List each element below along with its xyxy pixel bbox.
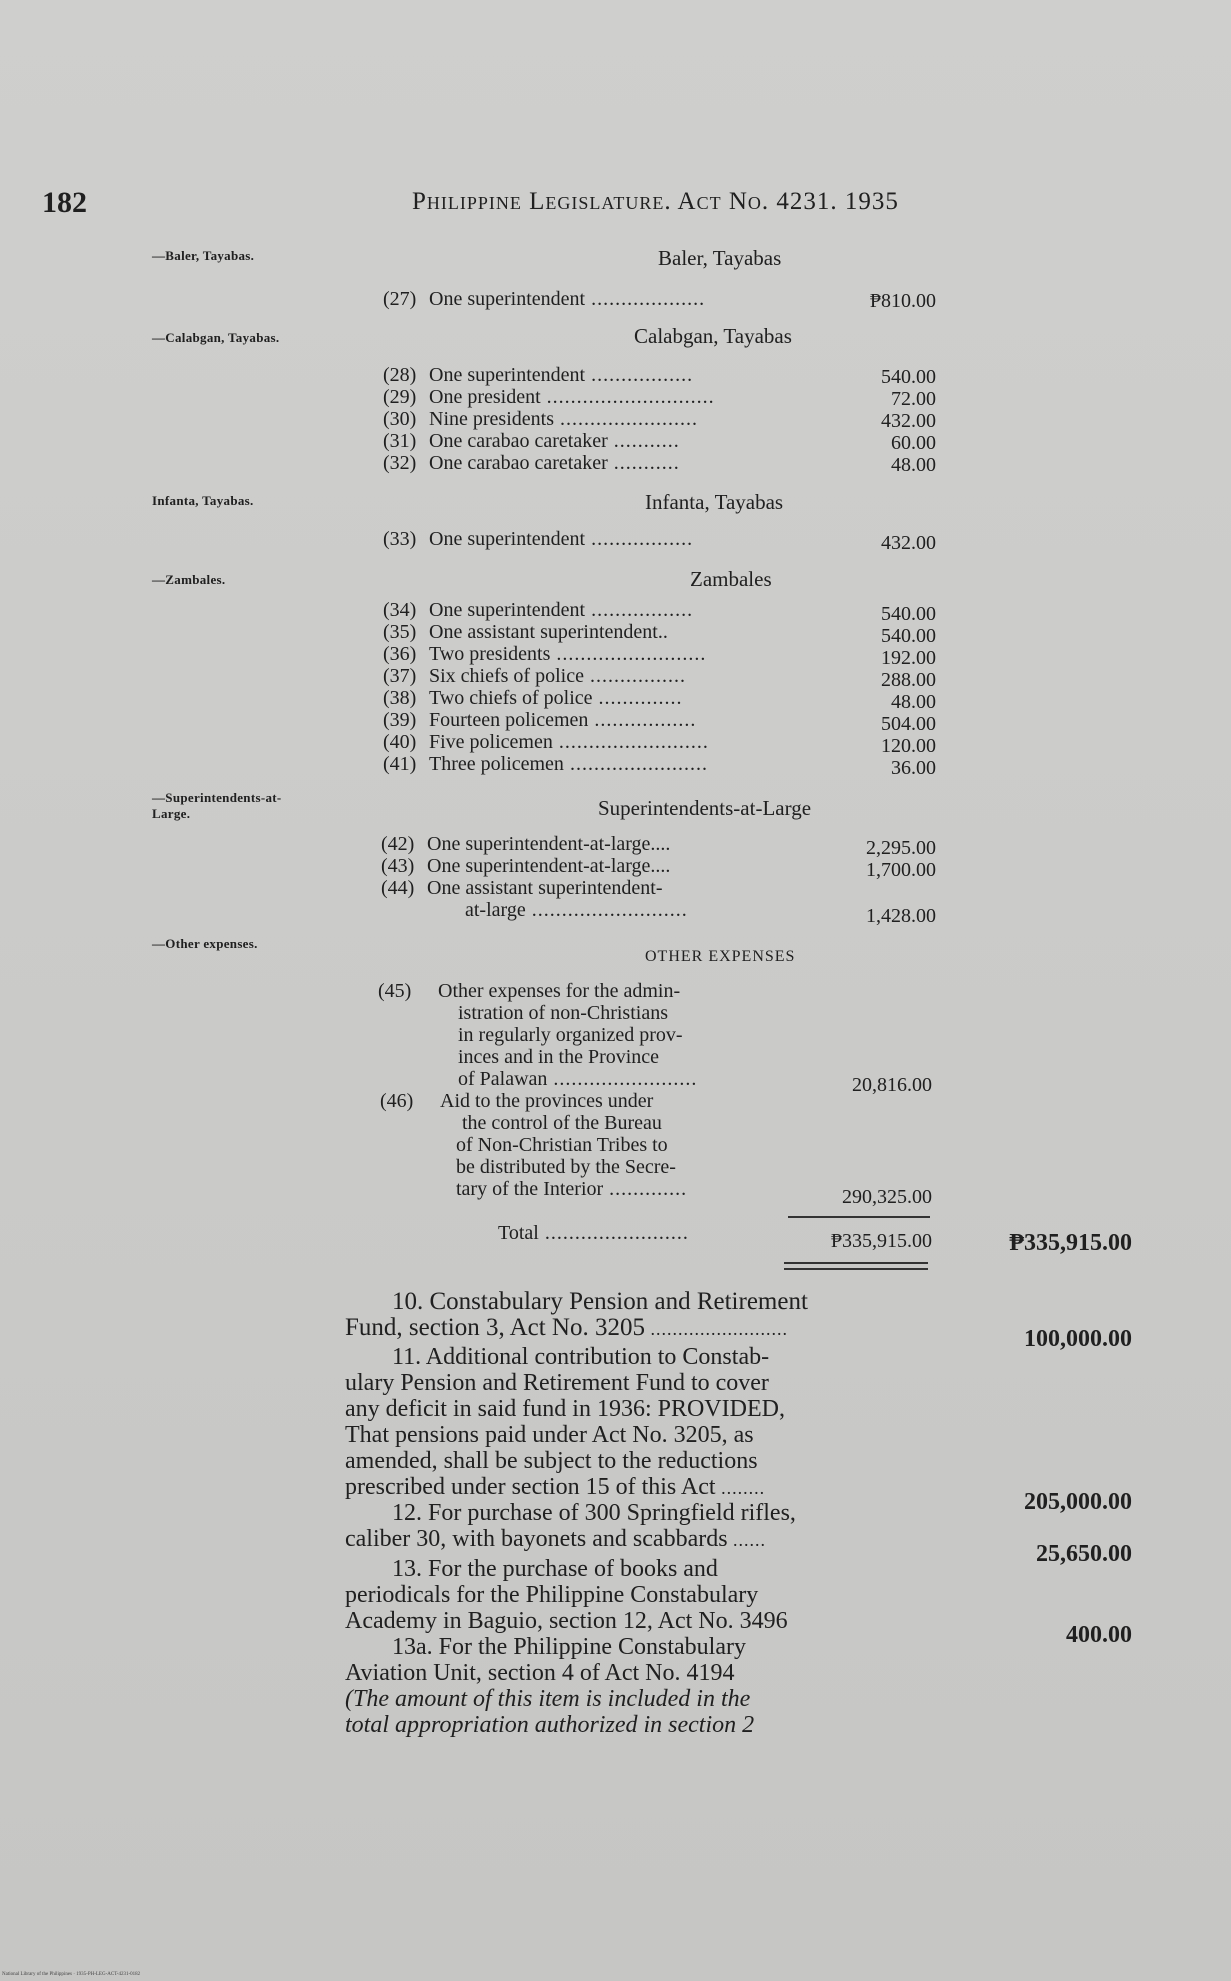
margin-note-zambales: —Zambales. xyxy=(152,572,226,587)
item-amount: 288.00 xyxy=(881,669,936,691)
item-amount: 540.00 xyxy=(881,625,936,647)
item-label: of Palawan xyxy=(458,1068,548,1090)
section-other-expenses: OTHER EXPENSES xyxy=(645,948,796,965)
item-number: (41) xyxy=(383,753,417,775)
para-13-amount: 400.00 xyxy=(1066,1622,1132,1648)
item-label: Fourteen policemen xyxy=(429,709,589,731)
list-item: (28) One superintendent ................. xyxy=(383,364,694,386)
list-item: (37) Six chiefs of police ................ xyxy=(383,665,686,687)
item-number: (34) xyxy=(383,599,417,621)
item-45-line: istration of non-Christians xyxy=(458,1002,668,1024)
list-item: (29) One president ............................ xyxy=(383,386,715,408)
double-rule-top xyxy=(784,1262,928,1264)
list-item xyxy=(383,621,668,643)
item-number: (39) xyxy=(383,709,417,731)
page-number: 182 xyxy=(42,186,87,219)
item-number: (37) xyxy=(383,665,417,687)
item-label: One superintendent xyxy=(429,599,586,621)
item-label: Nine presidents xyxy=(429,408,554,430)
item-label: One carabao caretaker xyxy=(429,452,608,474)
list-item xyxy=(381,833,670,855)
item-number: (28) xyxy=(383,364,417,386)
item-45-line: inces and in the Province xyxy=(458,1046,660,1068)
item-number: (46) xyxy=(380,1090,414,1112)
item-amount: 504.00 xyxy=(881,713,936,735)
para-11-line: any deficit in said fund in 1936: PROVIDED, xyxy=(345,1396,785,1422)
item-amount: 1,428.00 xyxy=(866,905,936,927)
list-item: (31) One carabao caretaker ........... xyxy=(383,430,680,452)
section-zambales: Zambales xyxy=(690,567,772,591)
para-11-line: amended, shall be subject to the reductions xyxy=(345,1448,758,1474)
item-amount: 48.00 xyxy=(891,454,936,476)
item-label: One president xyxy=(429,386,541,408)
list-item: (41) Three policemen ....................... xyxy=(383,753,708,775)
item-number: (27) xyxy=(383,288,417,310)
item-label: Five policemen xyxy=(429,731,553,753)
para-11-line: ulary Pension and Retirement Fund to cover xyxy=(345,1370,769,1396)
item-46-line: of Non-Christian Tribes to xyxy=(456,1134,668,1156)
item-number: (40) xyxy=(383,731,417,753)
item-amount: 48.00 xyxy=(891,691,936,713)
list-item: (38) Two chiefs of police .............. xyxy=(383,687,683,709)
item-amount: 432.00 xyxy=(881,410,936,432)
item-46-line: Aid to the provinces under xyxy=(440,1090,654,1112)
item-number: (43) xyxy=(381,855,415,877)
item-label: Six chiefs of police xyxy=(429,665,584,687)
para-12-amount: 25,650.00 xyxy=(1036,1541,1132,1567)
margin-note-sal-2: Large. xyxy=(152,806,191,821)
item-amount: 120.00 xyxy=(881,735,936,757)
para-13a-line: (The amount of this item is included in the xyxy=(345,1686,751,1712)
para-text: Fund, section 3, Act No. 3205 xyxy=(345,1314,645,1341)
margin-note-other: —Other expenses. xyxy=(152,936,258,951)
item-amount: 540.00 xyxy=(881,366,936,388)
list-item xyxy=(381,855,670,877)
total-row: Total ........................ xyxy=(498,1222,689,1244)
item-number: (32) xyxy=(383,452,417,474)
para-10-line: Fund, section 3, Act No. 3205 ......................... xyxy=(345,1314,788,1341)
item-continuation: at-large .......................... xyxy=(465,899,688,921)
item-45-line: of Palawan ........................ xyxy=(458,1068,698,1090)
item-amount: 36.00 xyxy=(891,757,936,779)
margin-note-calabgan: —Calabgan, Tayabas. xyxy=(152,330,280,345)
list-item: (34) One superintendent ................. xyxy=(383,599,694,621)
para-10-amount: 100,000.00 xyxy=(1024,1326,1132,1352)
item-label: One superintendent xyxy=(429,288,586,310)
item-number: (42) xyxy=(381,833,415,855)
total-amount-column: ₱335,915.00 xyxy=(1009,1230,1132,1256)
item-46-line: the control of the Bureau xyxy=(462,1112,662,1134)
list-item: (39) Fourteen policemen ................. xyxy=(383,709,697,731)
item-amount: 60.00 xyxy=(891,432,936,454)
double-rule-bottom xyxy=(784,1268,928,1270)
item-amount: 1,700.00 xyxy=(866,859,936,881)
para-13a-line: Aviation Unit, section 4 of Act No. 4194 xyxy=(345,1660,735,1686)
subtotal-rule xyxy=(788,1216,930,1218)
item-label: One superintendent xyxy=(429,528,586,550)
para-13a-line: total appropriation authorized in section 2 xyxy=(345,1712,755,1738)
item-number: (33) xyxy=(383,528,417,550)
list-item: (32) One carabao caretaker ........... xyxy=(383,452,680,474)
item-number: (31) xyxy=(383,430,417,452)
item-number: (35) xyxy=(383,621,417,643)
item-45-line: Other expenses for the admin- xyxy=(438,980,681,1002)
item-number: (44) xyxy=(381,877,415,899)
item-amount: ₱810.00 xyxy=(869,290,936,312)
para-11-line: 11. Additional contribution to Constab- xyxy=(392,1344,770,1370)
para-13-line: periodicals for the Philippine Constabulary xyxy=(345,1582,759,1608)
margin-note-infanta: Infanta, Tayabas. xyxy=(152,493,254,508)
para-13-line: 13. For the purchase of books and xyxy=(392,1556,718,1582)
item-number: (30) xyxy=(383,408,417,430)
item-amount: 290,325.00 xyxy=(842,1186,932,1208)
section-calabgan: Calabgan, Tayabas xyxy=(634,324,792,348)
item-label: Three policemen xyxy=(429,753,564,775)
margin-note-sal-1: —Superintendents-at- xyxy=(152,790,282,805)
para-13a-line: 13a. For the Philippine Constabulary xyxy=(392,1634,746,1660)
para-11-amount: 205,000.00 xyxy=(1024,1489,1132,1515)
total-label: Total xyxy=(498,1222,539,1244)
footer-watermark: National Library of the Philippines · 1935-PH-LEG-ACT-4231-0182 xyxy=(2,1972,141,1977)
para-10-line: 10. Constabulary Pension and Retirement xyxy=(392,1288,808,1315)
item-label: One superintendent-at-large.... xyxy=(427,833,671,855)
list-item: (30) Nine presidents ....................... xyxy=(383,408,698,430)
item-amount: 540.00 xyxy=(881,603,936,625)
item-amount: 192.00 xyxy=(881,647,936,669)
item-amount: 2,295.00 xyxy=(866,837,936,859)
para-11-line: That pensions paid under Act No. 3205, as xyxy=(345,1422,754,1448)
item-label: One assistant superintendent.. xyxy=(429,621,668,643)
item-number: (45) xyxy=(378,980,412,1002)
item-amount: 20,816.00 xyxy=(852,1074,932,1096)
para-text: prescribed under section 15 of this Act xyxy=(345,1474,716,1500)
item-label: One carabao caretaker xyxy=(429,430,608,452)
total-amount: ₱335,915.00 xyxy=(830,1230,932,1252)
item-46-line: be distributed by the Secre- xyxy=(456,1156,676,1178)
section-superintendents-at-large: Superintendents-at-Large xyxy=(598,796,812,820)
item-amount: 72.00 xyxy=(891,388,936,410)
item-label: One superintendent xyxy=(429,364,586,386)
para-13-line: Academy in Baguio, section 12, Act No. 3496 xyxy=(345,1608,788,1634)
item-label: One superintendent-at-large.... xyxy=(427,855,671,877)
para-12-line: caliber 30, with bayonets and scabbards ...... xyxy=(345,1526,767,1552)
item-label: One assistant superintendent- xyxy=(427,877,663,899)
item-46-line: tary of the Interior ............. xyxy=(456,1178,688,1200)
item-amount: 432.00 xyxy=(881,532,936,554)
item-45-line: in regularly organized prov- xyxy=(458,1024,683,1046)
item-label: Two chiefs of police xyxy=(429,687,593,709)
para-11-line: prescribed under section 15 of this Act ........ xyxy=(345,1474,766,1500)
list-item: (40) Five policemen ......................... xyxy=(383,731,709,753)
item-label: Two presidents xyxy=(429,643,551,665)
running-header: Philippine Legislature. Act No. 4231. 1935 xyxy=(412,188,899,215)
item-number: (38) xyxy=(383,687,417,709)
section-infanta: Infanta, Tayabas xyxy=(645,490,784,514)
para-text: caliber 30, with bayonets and scabbards xyxy=(345,1526,728,1552)
list-item: (33) One superintendent ................. xyxy=(383,528,694,550)
para-12-line: 12. For purchase of 300 Springfield rifles, xyxy=(392,1500,796,1526)
item-number: (36) xyxy=(383,643,417,665)
list-item: (27) One superintendent ................... xyxy=(383,288,706,310)
item-number: (29) xyxy=(383,386,417,408)
margin-note-baler: —Baler, Tayabas. xyxy=(152,248,255,263)
list-item xyxy=(381,877,663,899)
item-label: at-large xyxy=(465,899,526,921)
section-baler: Baler, Tayabas xyxy=(658,246,782,270)
item-label: tary of the Interior xyxy=(456,1178,604,1200)
list-item: (36) Two presidents ......................... xyxy=(383,643,707,665)
